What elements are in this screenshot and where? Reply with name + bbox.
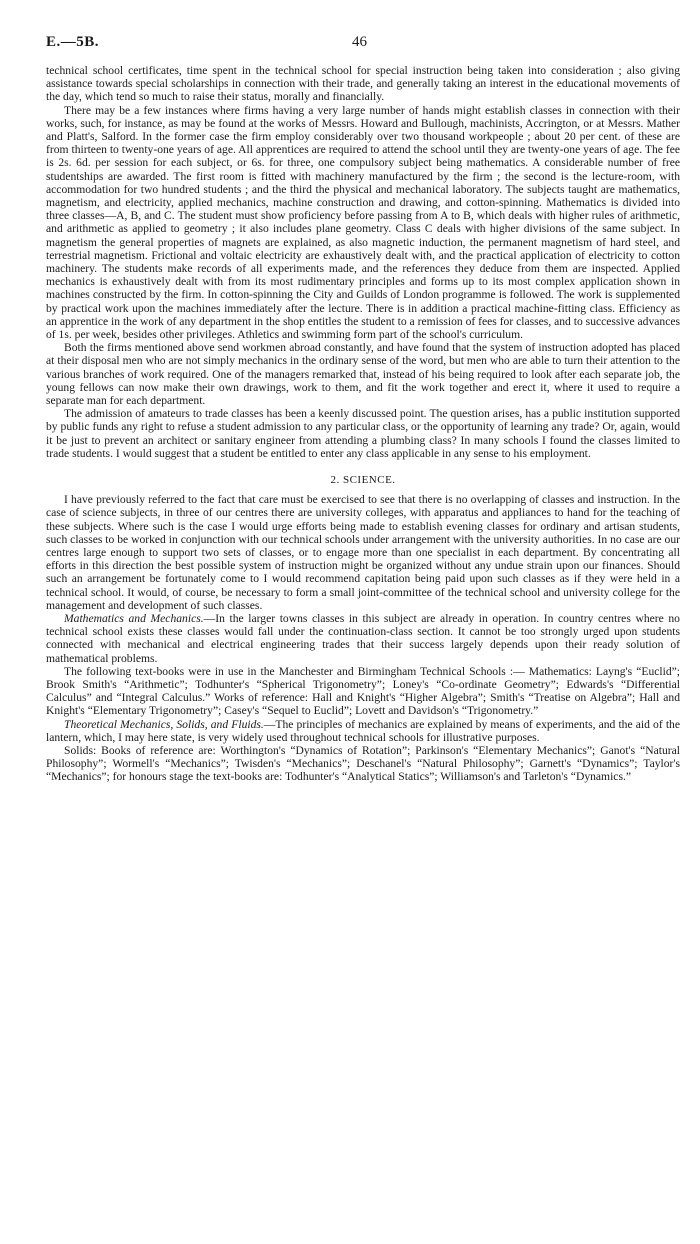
- paragraph-text: —In the larger towns classes in this subject are already in operation. In country centres where no technical school exists these classes would fall under the continuation-class section. It cannot be too strongly urged upon students connected with mechanical and electrical engineering trades that their success largely depends upon their ready solution of mathematical problems.: [46, 611, 680, 665]
- section-heading: 2. SCIENCE.: [330, 474, 396, 487]
- paragraph-text: I have previously referred to the fact that care must be exercised to see that there is no overlapping of classes and instruction. In the case of science subjects, in three of our centres there are university colleges, with apparatus and appliances to hand for the teaching of these subjects. Where such is the case I would urge efforts being made to establish evening classes for ordinary and artisan students, such classes to be worked in conjunction with our technical schools under arrangement with the university authorities. In no case are our centres large enough to support two sets of classes, or to engage more than one specialist in each department. By concentrating all efforts in this direction the best possible system of instruction might be organized without any undue strain upon our finances. Should such an arrangement be fortunately come to I would recommend capitation being paid upon such classes as if they were held in a technical school. It would, of course, be necessary to form a small joint-committee of the technical school and university college for the management and development of such classes.: [46, 493, 680, 612]
- paragraph: [46, 744, 680, 784]
- paragraph: [46, 341, 680, 407]
- document-body: [46, 64, 680, 784]
- paragraph: [46, 407, 680, 460]
- paragraph-text: —The principles of mechanics are explained by means of experiments, and the aid of the lantern, which, I may here state, is very widely used throughout technical schools for illustrative purposes.: [46, 717, 680, 744]
- paragraph: [46, 64, 680, 104]
- page-number: 46: [352, 34, 367, 50]
- paragraph-text: The following text-books were in use in the Manchester and Birmingham Technical Schools :— Mathematics: Layng's “Euclid”; Brook Smith's “Arithmetic”; Todhunter's “Spherical Trigonometry”; Loney's “Co-ordinate Geometry”; Edwards's “Differential Calculus” and “Integral Calculus.” Works of reference: Hall and Knight's “Higher Algebra”; Smith's “Treatise on Algebra”; Hall and Knight's “Elementary Trigonometry”; Casey's “Sequel to Euclid”; Lovett and Davidson's “Trigonometry.”: [46, 664, 680, 718]
- paragraph-text: There may be a few instances where firms having a very large number of hands might establish classes in connection with their works, such, for instance, as may be found at the works of Messrs. Howard and Bullough, machinists, Accrington, or at Messrs. Mather and Platt's, Salford. In the former case the firm employ considerably over two thousand workpeople ; about 20 per cent. of these are from thirteen to twenty-one years of age. All apprentices are required to attend the school until they are twenty-one years of age. The fee is 2s. 6d. per session for each subject, or 6s. for three, one compulsory subject being mathematics. A considerable number of free studentships are awarded. The first room is fitted with machinery manufactured by the firm ; the second is the lecture-room, with accommodation for two hundred students ; and the third the physical and mechanical laboratory. The subjects taught are mathematics, magnetism, and electricity, applied mechanics, machine construction and drawing, and cotton-spinning. Mathematics is divided into three classes—A, B, and C. The student must show proficiency before passing from A to B, which deals with higher rules of arithmetic, and arithmetic as applied to geometry ; it also includes plane geometry. Class C deals with higher divisions of the same subject. In magnetism the general properties of magnets are explained, as also magnetic induction, the permanent magnetism of hard steel, and terrestrial magnetism. Frictional and voltaic electricity are exhaustively dealt with, and the practical application of electricity to cotton machinery. The students make records of all experiments made, and the references they deduce from them are inspected. Applied mechanics is exhaustively dealt with from its most rudimentary principles and forms up to its most complex application shown in machines constructed by the firm. In cotton-spinning the City and Guilds of London programme is followed. The work is supplemented by practical work upon the machines immediately after the lecture. There is in addition a practical machine-fitting class. Efficiency as an apprentice in the work of any department in the shop entitles the student to a remission of fees for classes, and to successive advances of 1s. per week, besides other privileges. Athletics and swimming form part of the school's curriculum.: [46, 103, 680, 342]
- document-reference: E.—5B.: [46, 34, 100, 50]
- paragraph: [46, 718, 680, 744]
- paragraph: [46, 104, 680, 342]
- page-header: [46, 34, 680, 64]
- paragraph-lead: Theoretical Mechanics, Solids, and Fluids.: [64, 717, 264, 731]
- paragraph-text: The admission of amateurs to trade classes has been a keenly discussed point. The question arises, has a public institution supported by public funds any right to refuse a student admission to any particular class, or the opportunity of learning any trade? Or, again, would it be just to prevent an architect or sanitary engineer from attending a plumbing class? In many schools I found the classes limited to trade students. I would suggest that a student be entitled to enter any class applicable in any sense to his employment.: [46, 407, 680, 460]
- paragraph: [46, 665, 680, 718]
- paragraph: [46, 612, 680, 665]
- paragraph-text: technical school certificates, time spent in the technical school for special instruction being taken into consideration ; also giving assistance towards special scholarships in connection with their trade, and generally taking an interest in the educational movements of the day, which tend so much to raise their status, morally and financially.: [46, 64, 680, 104]
- paragraph-text: Solids: Books of reference are: Worthington's “Dynamics of Rotation”; Parkinson's “Elementary Mechanics”; Ganot's “Natural Philosophy”; Wormell's “Mechanics”; Twisden's “Mechanics”; Deschanel's “Natural Philosophy”; Garnett's “Dynamics”; Taylor's “Mechanics”; for honours stage the text-books are: Todhunter's “Analytical Statics”; Williamson's and Tarleton's “Dynamics.”: [46, 743, 680, 784]
- paragraph-text: Both the firms mentioned above send workmen abroad constantly, and have found that the system of instruction adopted has placed at their disposal men who are not simply mechanics in the ordinary sense of the word, but men who are able to turn their attention to the various branches of work required. One of the managers remarked that, instead of his being required to look after each separate job, the young fellows can now make their own drawings, work to them, and fit the work together and erect it, where it used to require a separate man for each department.: [46, 341, 680, 408]
- paragraph: [46, 493, 680, 612]
- paragraph-lead: Mathematics and Mechanics.: [64, 611, 204, 625]
